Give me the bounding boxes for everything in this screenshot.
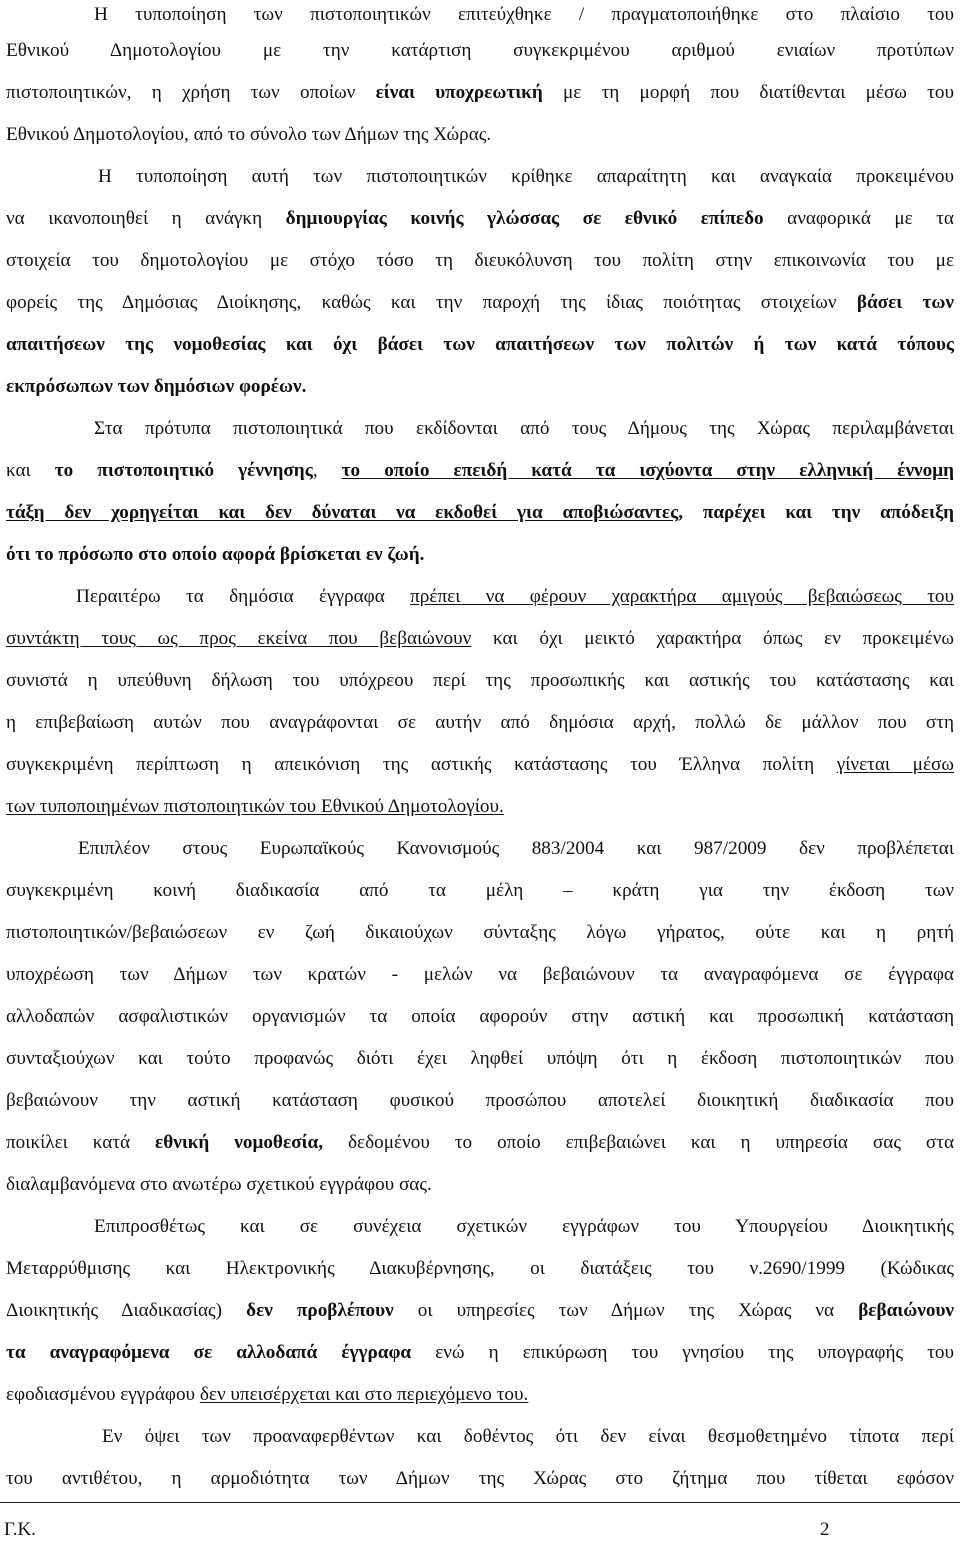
- text-run: και: [6, 460, 55, 481]
- text-line: [6, 792, 504, 822]
- text-line: [6, 918, 954, 948]
- emphasis-underline: γίνεται μέσω: [836, 754, 954, 775]
- text-run: Περαιτέρω τα δημόσια έγγραφα: [76, 586, 411, 607]
- text-run: ποικίλει κατά: [6, 1132, 156, 1153]
- text-run: με τη μορφή που διατίθενται μέσω του: [542, 82, 954, 103]
- text-line: [6, 582, 954, 612]
- text-line: [6, 540, 424, 570]
- text-run: η επιβεβαίωση αυτών που αναγράφονται σε αυτήν από δημόσια αρχή, πολλώ δε μάλλον που στη: [6, 712, 954, 733]
- text-run: φορείς της Δημόσιας Διοίκησης, καθώς και την παροχή της ίδιας ποιότητας στοιχείων: [6, 292, 857, 313]
- text-run: συγκεκριμένη περίπτωση η απεικόνιση της αστικής κατάστασης του Έλληνα πολίτη: [6, 754, 837, 775]
- text-run: Εθνικού Δημοτολογίου, από το σύνολο των Δήμων της Χώρας.: [6, 124, 492, 145]
- emphasis-bold: εκπρόσωπων των δημόσιων φορέων.: [6, 376, 307, 397]
- text-line: [6, 372, 306, 402]
- text-run: του αντιθέτου, η αρμοδιότητα των Δήμων της Χώρας στο ζήτημα που τίθεται εφόσον: [6, 1468, 954, 1489]
- text-line: [6, 288, 954, 318]
- text-line: [6, 1044, 954, 1074]
- text-run: υποχρέωση των Δήμων των κρατών - μελών να βεβαιώνουν τα αναγραφόμενα σε έγγραφα: [6, 964, 954, 985]
- text-line: [6, 1128, 954, 1158]
- text-line: [6, 1422, 954, 1452]
- emphasis-bold: βεβαιώνουν: [858, 1300, 954, 1321]
- emphasis-bold-underline: τάξη δεν χορηγείται και δεν δύναται να εκδοθεί για αποβιώσαντες: [6, 502, 679, 523]
- text-run: να ικανοποιηθεί η ανάγκη: [6, 208, 286, 229]
- emphasis-bold: δεν προβλέπουν: [246, 1300, 394, 1321]
- text-line: [6, 120, 491, 150]
- text-run: Μεταρρύθμισης και Ηλεκτρονικής Διακυβέρνησης, οι διατάξεις του ν.2690/1999 (Κώδικας: [6, 1258, 954, 1279]
- text-run: οι υπηρεσίες των Δήμων της Χώρας να: [393, 1300, 859, 1321]
- text-line: [6, 834, 954, 864]
- text-run: συνταξιούχων και τούτο προφανώς διότι έχει ληφθεί υπόψη ότι η έκδοση πιστοποιητικών που: [6, 1048, 954, 1069]
- text-run: στοιχεία του δημοτολογίου με στόχο τόσο τη διευκόλυνση του πολίτη στην επικοινωνία του με: [6, 250, 954, 271]
- emphasis-bold: εθνική νομοθεσία,: [155, 1132, 324, 1153]
- text-line: [6, 414, 954, 444]
- emphasis-bold: το πιστοποιητικό γέννησης: [54, 460, 313, 481]
- text-run: Επιπροσθέτως και σε συνέχεια σχετικών εγγράφων του Υπουργείου Διοικητικής: [94, 1216, 954, 1237]
- footer-author-initials: Γ.Κ.: [4, 1519, 36, 1540]
- text-line: [6, 498, 954, 528]
- emphasis-bold: απαιτήσεων της νομοθεσίας και όχι βάσει των απαιτήσεων των πολιτών ή των κατά τόπους: [6, 334, 954, 355]
- text-line: [6, 666, 954, 696]
- text-run: Η τυποποίηση των πιστοποιητικών επιτεύχθηκε / πραγματοποιήθηκε στο πλαίσιο του: [94, 4, 954, 25]
- text-run: πιστοποιητικών/βεβαιώσεων εν ζωή δικαιούχων σύνταξης λόγω γήρατος, ούτε και η ρητή: [6, 922, 954, 943]
- text-line: [6, 330, 954, 360]
- text-run: διαλαμβανόμενα στο ανωτέρω σχετικού εγγράφου σας.: [6, 1174, 432, 1195]
- text-line: [6, 1170, 432, 1200]
- text-run: Επιπλέον στους Ευρωπαϊκούς Κανονισμούς 883/2004 και 987/2009 δεν προβλέπεται: [78, 838, 954, 859]
- text-line: [6, 1086, 954, 1116]
- text-run: συγκεκριμένη κοινή διαδικασία από τα μέλη – κράτη για την έκδοση των: [6, 880, 954, 901]
- text-line: [6, 624, 954, 654]
- text-run: πιστοποιητικών, η χρήση των οποίων: [6, 82, 376, 103]
- text-line: [6, 1254, 954, 1284]
- text-run: Η τυποποίηση αυτή των πιστοποιητικών κρίθηκε απαραίτητη και αναγκαία προκειμένου: [98, 166, 954, 187]
- emphasis-underline: πρέπει να φέρουν χαρακτήρα αμιγούς βεβαιώσεως του: [410, 586, 954, 607]
- text-line: [6, 1002, 954, 1032]
- text-run: και όχι μεικτό χαρακτήρα όπως εν προκειμένω: [471, 628, 954, 649]
- text-line: [6, 1380, 528, 1410]
- text-line: [6, 0, 954, 30]
- footer-divider: [0, 1502, 960, 1503]
- text-line: [6, 1464, 954, 1494]
- text-run: ,: [312, 460, 342, 481]
- emphasis-bold: δημιουργίας κοινής γλώσσας σε εθνικό επίπεδο: [285, 208, 764, 229]
- text-run: Εν όψει των προαναφερθέντων και δοθέντος ότι δεν είναι θεσμοθετημένο τίποτα περί: [102, 1426, 954, 1447]
- text-run: Στα πρότυπα πιστοποιητικά που εκδίδονται από τους Δήμους της Χώρας περιλαμβάνεται: [94, 418, 954, 439]
- text-line: [6, 1296, 954, 1326]
- text-run: βεβαιώνουν την αστική κατάσταση φυσικού προσώπου αποτελεί διοικητική διαδικασία που: [6, 1090, 954, 1111]
- text-run: δεδομένου το οποίο επιβεβαιώνει και η υπηρεσία σας στα: [323, 1132, 954, 1153]
- text-line: [6, 1338, 954, 1368]
- text-run: ενώ η επικύρωση του γνησίου της υπογραφής του: [411, 1342, 954, 1363]
- text-line: [6, 750, 954, 780]
- emphasis-bold: είναι υποχρεωτική: [375, 82, 543, 103]
- text-line: [6, 78, 954, 108]
- emphasis-bold-underline: το οποίο επειδή κατά τα ισχύοντα στην ελληνική έννομη: [341, 460, 954, 481]
- text-line: [6, 876, 954, 906]
- text-line: [6, 36, 954, 66]
- text-line: [6, 1212, 954, 1242]
- text-line: [6, 456, 954, 486]
- text-line: [6, 960, 954, 990]
- text-run: εφοδιασμένου εγγράφου: [6, 1384, 200, 1405]
- emphasis-underline: των τυποποιημένων πιστοποιητικών του Εθνικού Δημοτολογίου.: [6, 796, 504, 817]
- emphasis-underline: συντάκτη τους ως προς εκείνα που βεβαιώνουν: [6, 628, 472, 649]
- text-line: [6, 162, 954, 192]
- text-run: Εθνικού Δημοτολογίου με την κατάρτιση συγκεκριμένου αριθμού ενιαίων προτύπων: [6, 40, 954, 61]
- page-number: 2: [820, 1519, 830, 1540]
- text-line: [6, 708, 954, 738]
- text-run: αλλοδαπών ασφαλιστικών οργανισμών τα οποία αφορούν στην αστική και προσωπική κατάσταση: [6, 1006, 954, 1027]
- text-run: Διοικητικής Διαδικασίας): [6, 1300, 247, 1321]
- text-run: αναφορικά με τα: [763, 208, 954, 229]
- emphasis-bold: βάσει των: [856, 292, 954, 313]
- emphasis-bold: , παρέχει και την απόδειξη: [678, 502, 954, 523]
- emphasis-underline: δεν υπεισέρχεται και στο περιεχόμενο του.: [199, 1384, 529, 1405]
- emphasis-bold: ότι το πρόσωπο στο οποίο αφορά βρίσκεται εν ζωή.: [6, 544, 425, 565]
- text-line: [6, 204, 954, 234]
- emphasis-bold: τα αναγραφόμενα σε αλλοδαπά έγγραφα: [6, 1342, 412, 1363]
- text-run: συνιστά η υπεύθυνη δήλωση του υπόχρεου περί της προσωπικής και αστικής του κατάστασης και: [6, 670, 954, 691]
- text-line: [6, 246, 954, 276]
